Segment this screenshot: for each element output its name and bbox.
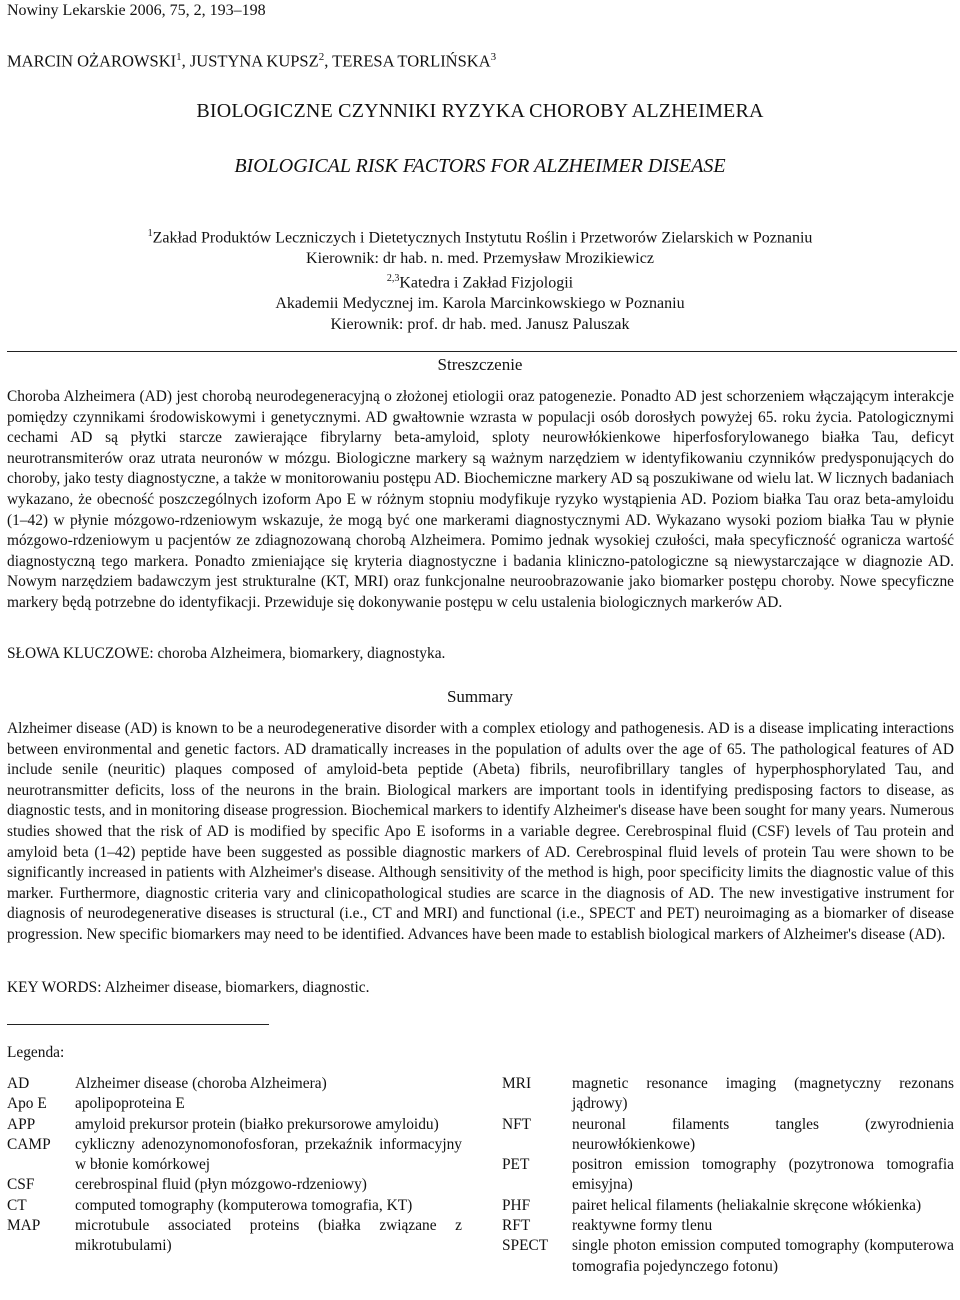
legend-title: Legenda: <box>7 1044 65 1061</box>
summary-keywords: KEY WORDS: Alzheimer disease, biomarkers, diagnostic. <box>7 979 370 996</box>
affiliation-text: Katedra i Zakład Fizjologii <box>399 274 574 292</box>
author-separator: , <box>324 51 333 71</box>
author-affiliation-mark: 1 <box>176 51 182 63</box>
legend-item <box>7 1074 462 1094</box>
legend-abbr: RFT <box>502 1217 531 1235</box>
legend-item <box>7 1196 462 1216</box>
journal-citation: Nowiny Lekarskie 2006, 75, 2, 193–198 <box>7 2 266 19</box>
affiliation-line: Kierownik: prof. dr hab. med. Janusz Paluszak <box>330 315 630 333</box>
summary-heading: Summary <box>446 687 514 706</box>
footnote-divider <box>7 1024 269 1025</box>
legend-item <box>502 1155 954 1196</box>
author-name: MARCIN OŻAROWSKI <box>7 51 177 71</box>
affiliation-mark: 2,3 <box>386 273 400 285</box>
legend-def: computed tomography (komputerowa tomografia, KT) <box>75 1196 413 1214</box>
affiliations <box>0 224 960 335</box>
legend-abbr: MAP <box>7 1217 41 1235</box>
legend-abbr: MRI <box>502 1075 532 1092</box>
legend-item <box>7 1216 462 1257</box>
legend-def: reaktywne formy tlenu <box>572 1217 713 1235</box>
legend-def: neuronal filaments tangles (zwyrodnienia neurowłókienkowe) <box>572 1115 954 1153</box>
legend-def: microtubule associated proteins (białka związane z mikrotubulami) <box>75 1217 462 1255</box>
legend-abbr: NFT <box>502 1115 532 1133</box>
article-subtitle: BIOLOGICAL RISK FACTORS FOR ALZHEIMER DISEASE <box>234 155 726 177</box>
abstract-text: Choroba Alzheimera (AD) jest chorobą neurodegeneracyjną o złożonej etiologii oraz patogenezie. Ponadto AD jest schorzeniem włączającym interakcje pomiędzy czynnikami środowiskowymi i genetycznymi. AD gwałtownie wzrasta w populacji osób dorosłych powyżej 65. roku życia. Patologicznymi cechami AD są płytki starcze zawierające fibrylarny beta-amyloid, sploty neurowłókienkowe hiperfosforylowanego białka Tau, deficyt neurotransmiterów oraz utrata neuronów w mózgu. Biologiczne markery są ważnym narzędziem w identyfikowaniu czynników predysponujących do choroby, jako testy diagnostyczne, a także w monitorowaniu postępu AD. Biochemiczne markery AD są poszukiwane od wielu lat. W licznych badaniach wykazano, że obecność poszczególnych izoform Apo E w różnym stopniu modyfikuje ryzyko wystąpienia AD. Poziom białka Tau oraz beta-amyloidu (1–42) w płynie mózgowo-rdzeniowym wskazuje, że mogą być one markerami diagnostycznymi AD. Wykazano wysoki poziom białka Tau w płynie mózgowo-rdzeniowym u pacjentów ze zdiagnozowaną chorobą Alzheimera. Pomimo jednak wysokiej czułości, mała specyficzność ogranicza wartość diagnostyczną tego markera. Ponadto zmieniające się kryteria diagnostyczne i badania kliniczno-patologiczne są niewystarczające w diagnozie AD. Nowym narzędziem badawczym jest strukturalne (KT, MRI) oraz funkcjonalne neuroobrazowanie jako biomarker postępu choroby. Nowe specyficzne markery będą potrzebne do identyfikacji. Przewiduje się dokonywanie postępu w celu ustalenia biologicznych markerów AD. <box>7 388 954 611</box>
legend-item <box>7 1175 462 1195</box>
abstract-keywords: SŁOWA KLUCZOWE: choroba Alzheimera, biomarkery, diagnostyka. <box>7 645 446 662</box>
legend-def: magnetic resonance imaging (magnetyczny rezonans jądrowy) <box>572 1075 954 1113</box>
legend-abbr: PET <box>502 1156 530 1174</box>
legend-abbr: APP <box>7 1115 36 1133</box>
affiliation-mark: 1 <box>147 228 153 239</box>
legend-abbr: CAMP <box>7 1135 51 1153</box>
author-name: TERESA TORLIŃSKA <box>332 51 491 71</box>
legend-abbr: PHF <box>502 1196 531 1214</box>
legend-item <box>502 1074 954 1115</box>
legend-def: Alzheimer disease (choroba Alzheimera) <box>75 1075 327 1092</box>
summary-text: Alzheimer disease (AD) is known to be a neurodegenerative disorder with a complex etiology and pathogenesis. AD is a disease implicating interactions between environmental and genetic factors. AD dramatically increases in the population of adults over the age of 65. The pathological features of AD include senile (neuritic) plaques composed of amyloid-beta peptide (Abeta) fibrils, neurofibrillary tangles of hyperphosphorylated Tau, and neurotransmitter deficits, loss of the neurons in the brain. Biological markers are important tools in identifying predisposing factors to disease, as diagnostic tests, and in monitoring disease progression. Biochemical markers to identify Alzheimer's disease have been sought for many years. Numerous studies showed that the risk of AD is modified by specific Apo E isoforms in a variable degree. Cerebrospinal fluid (CSF) levels of Tau protein and amyloid beta (1–42) peptide have been suggested as possible diagnostic markers of AD. Cerebrospinal fluid levels of protein Tau were shown to be significantly increased in patients with Alzheimer's disease. Although sensitivity of the method is high, poor specificity limits the diagnostic value of this marker. Furthermore, diagnostic criteria vary and clinicopathological studies are scarce in the diagnosis of AD. The new investigative instrument for diagnosis of neurodegenerative diseases is structural (i.e., CT and MRI) and functional (i.e., SPECT and PET) neuroimaging as a biomarker of disease progression. New specific biomarkers may need to be identified. Advances have been made to establish biological markers of Alzheimer's disease (AD). <box>7 720 954 943</box>
legend-item <box>502 1196 954 1216</box>
legend-def: single photon emission computed tomography (komputerowa tomografia pojedynczego fotonu) <box>572 1237 954 1275</box>
section-divider <box>7 351 957 352</box>
affiliation-line <box>0 224 960 249</box>
author-name: JUSTYNA KUPSZ <box>189 51 319 71</box>
legend-abbr: CT <box>7 1196 27 1214</box>
legend-item <box>502 1115 954 1156</box>
legend-abbr: Apo E <box>7 1095 47 1113</box>
legend-item <box>502 1236 954 1277</box>
legend-def: positron emission tomography (pozytronowa tomografia emisyjna) <box>572 1156 954 1194</box>
abstract-heading: Streszczenie <box>437 355 523 374</box>
affiliation-text: Zakład Produktów Leczniczych i Dietetycznych Instytutu Roślin i Przetworów Zielarskich w Poznaniu <box>152 229 813 247</box>
legend-item <box>7 1135 462 1176</box>
legend-def: apolipoproteina E <box>75 1095 185 1113</box>
legend-abbr: CSF <box>7 1176 35 1194</box>
legend-left-column <box>7 1074 462 1257</box>
article-title: BIOLOGICZNE CZYNNIKI RYZYKA CHOROBY ALZHEIMERA <box>196 100 764 122</box>
affiliation-line: Kierownik: dr hab. n. med. Przemysław Mrozikiewicz <box>306 249 654 267</box>
legend-def: amyloid prekursor protein (białko prekursorowe amyloidu) <box>75 1115 439 1133</box>
legend-def: cerebrospinal fluid (płyn mózgowo-rdzeniowy) <box>75 1176 367 1194</box>
legend-item <box>7 1115 462 1135</box>
legend-item <box>7 1094 462 1114</box>
legend-abbr: AD <box>7 1075 30 1092</box>
author-affiliation-mark: 2 <box>318 51 325 63</box>
legend-def: cykliczny adenozynomonofosforan, przekaźnik informacyjny w błonie komórkowej <box>75 1135 462 1174</box>
legend-item <box>502 1216 954 1236</box>
legend-def: pairet helical filaments (heliakalnie skręcone włókienka) <box>572 1196 922 1214</box>
affiliation-line: Akademii Medycznej im. Karola Marcinkowskiego w Poznaniu <box>275 295 685 313</box>
author-list <box>7 46 496 73</box>
legend-right-column <box>502 1074 954 1277</box>
affiliation-line <box>0 269 960 294</box>
author-affiliation-mark: 3 <box>490 51 497 63</box>
legend-abbr: SPECT <box>502 1237 549 1255</box>
author-separator: , <box>181 51 190 71</box>
